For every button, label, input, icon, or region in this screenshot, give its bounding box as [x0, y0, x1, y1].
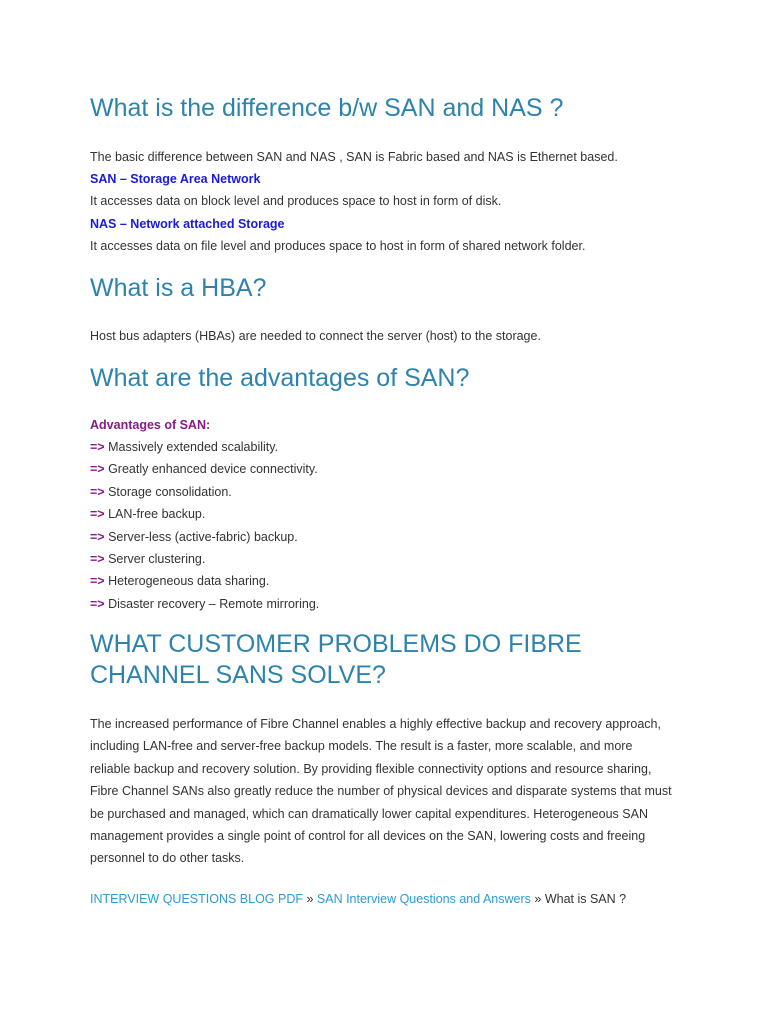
paragraph-line: be purchased and managed, which can dramatically lower capital expenditures. Heterogeneous SAN — [90, 806, 648, 821]
paragraph-line: personnel to do other tasks. — [90, 851, 245, 866]
list-item-text: Heterogeneous data sharing. — [104, 574, 270, 589]
list-item-text: Storage consolidation. — [104, 484, 232, 499]
heading-hba: What is a HBA? — [90, 274, 267, 302]
arrow-marker: => — [90, 552, 105, 567]
breadcrumb-link-san-questions[interactable]: SAN Interview Questions and Answers — [316, 892, 531, 906]
nas-description: It accesses data on file level and produces space to host in form of shared network folder. — [90, 239, 586, 253]
heading-fibre-channel — [90, 629, 678, 691]
list-item-text: Server clustering. — [104, 552, 206, 567]
list-item-text: Massively extended scalability. — [104, 440, 279, 454]
breadcrumb-separator: » — [530, 892, 545, 906]
breadcrumb-link-blog[interactable]: INTERVIEW QUESTIONS BLOG PDF — [90, 892, 303, 906]
arrow-marker: => — [90, 462, 105, 477]
san-description: It accesses data on block level and produces space to host in form of disk. — [90, 194, 502, 208]
list-item — [90, 458, 678, 480]
paragraph-line: Fibre Channel SANs also greatly reduce the number of physical devices and disparate systems that must — [90, 784, 672, 799]
arrow-marker: => — [90, 529, 105, 544]
arrow-marker: => — [90, 507, 105, 522]
arrow-marker: => — [90, 574, 105, 589]
arrow-marker: => — [90, 484, 105, 499]
breadcrumb-current: What is SAN ? — [544, 892, 627, 906]
advantages-list — [90, 436, 678, 615]
arrow-marker: => — [90, 596, 105, 611]
fibre-channel-paragraph — [90, 713, 678, 870]
arrow-marker: => — [90, 440, 105, 454]
paragraph-line: including LAN-free and server-free backup models. The result is a faster, more scalable, and more — [90, 739, 633, 754]
list-item-text: Disaster recovery – Remote mirroring. — [104, 596, 320, 611]
list-item — [90, 570, 678, 592]
list-item — [90, 548, 678, 570]
list-item — [90, 436, 678, 458]
advantages-title: Advantages of SAN: — [90, 418, 211, 432]
list-item — [90, 503, 678, 525]
san-term: SAN – Storage Area Network — [90, 172, 261, 186]
list-item-text: Greatly enhanced device connectivity. — [104, 462, 318, 477]
list-item — [90, 481, 678, 503]
list-item-text: LAN-free backup. — [104, 507, 206, 522]
breadcrumb-separator: » — [303, 892, 317, 906]
hba-paragraph: Host bus adapters (HBAs) are needed to connect the server (host) to the storage. — [90, 329, 541, 343]
nas-term: NAS – Network attached Storage — [90, 217, 285, 231]
list-item-text: Server-less (active-fabric) backup. — [104, 529, 298, 544]
heading-line: CHANNEL SANS SOLVE? — [90, 661, 386, 689]
list-item — [90, 526, 678, 548]
paragraph-line: The increased performance of Fibre Channel enables a highly effective backup and recovery approach, — [90, 717, 661, 731]
breadcrumb — [90, 888, 678, 910]
heading-san-advantages: What are the advantages of SAN? — [90, 364, 470, 392]
paragraph-line: management provides a single point of control for all devices on the SAN, lowering costs and freeing — [90, 829, 646, 844]
heading-san-vs-nas: What is the difference b/w SAN and NAS ? — [90, 94, 564, 122]
intro-paragraph: The basic difference between SAN and NAS , SAN is Fabric based and NAS is Ethernet based. — [90, 150, 618, 164]
list-item — [90, 593, 678, 615]
paragraph-line: reliable backup and recovery solution. By providing flexible connectivity options and resource sharing, — [90, 761, 652, 776]
heading-line: WHAT CUSTOMER PROBLEMS DO FIBRE — [90, 630, 582, 658]
